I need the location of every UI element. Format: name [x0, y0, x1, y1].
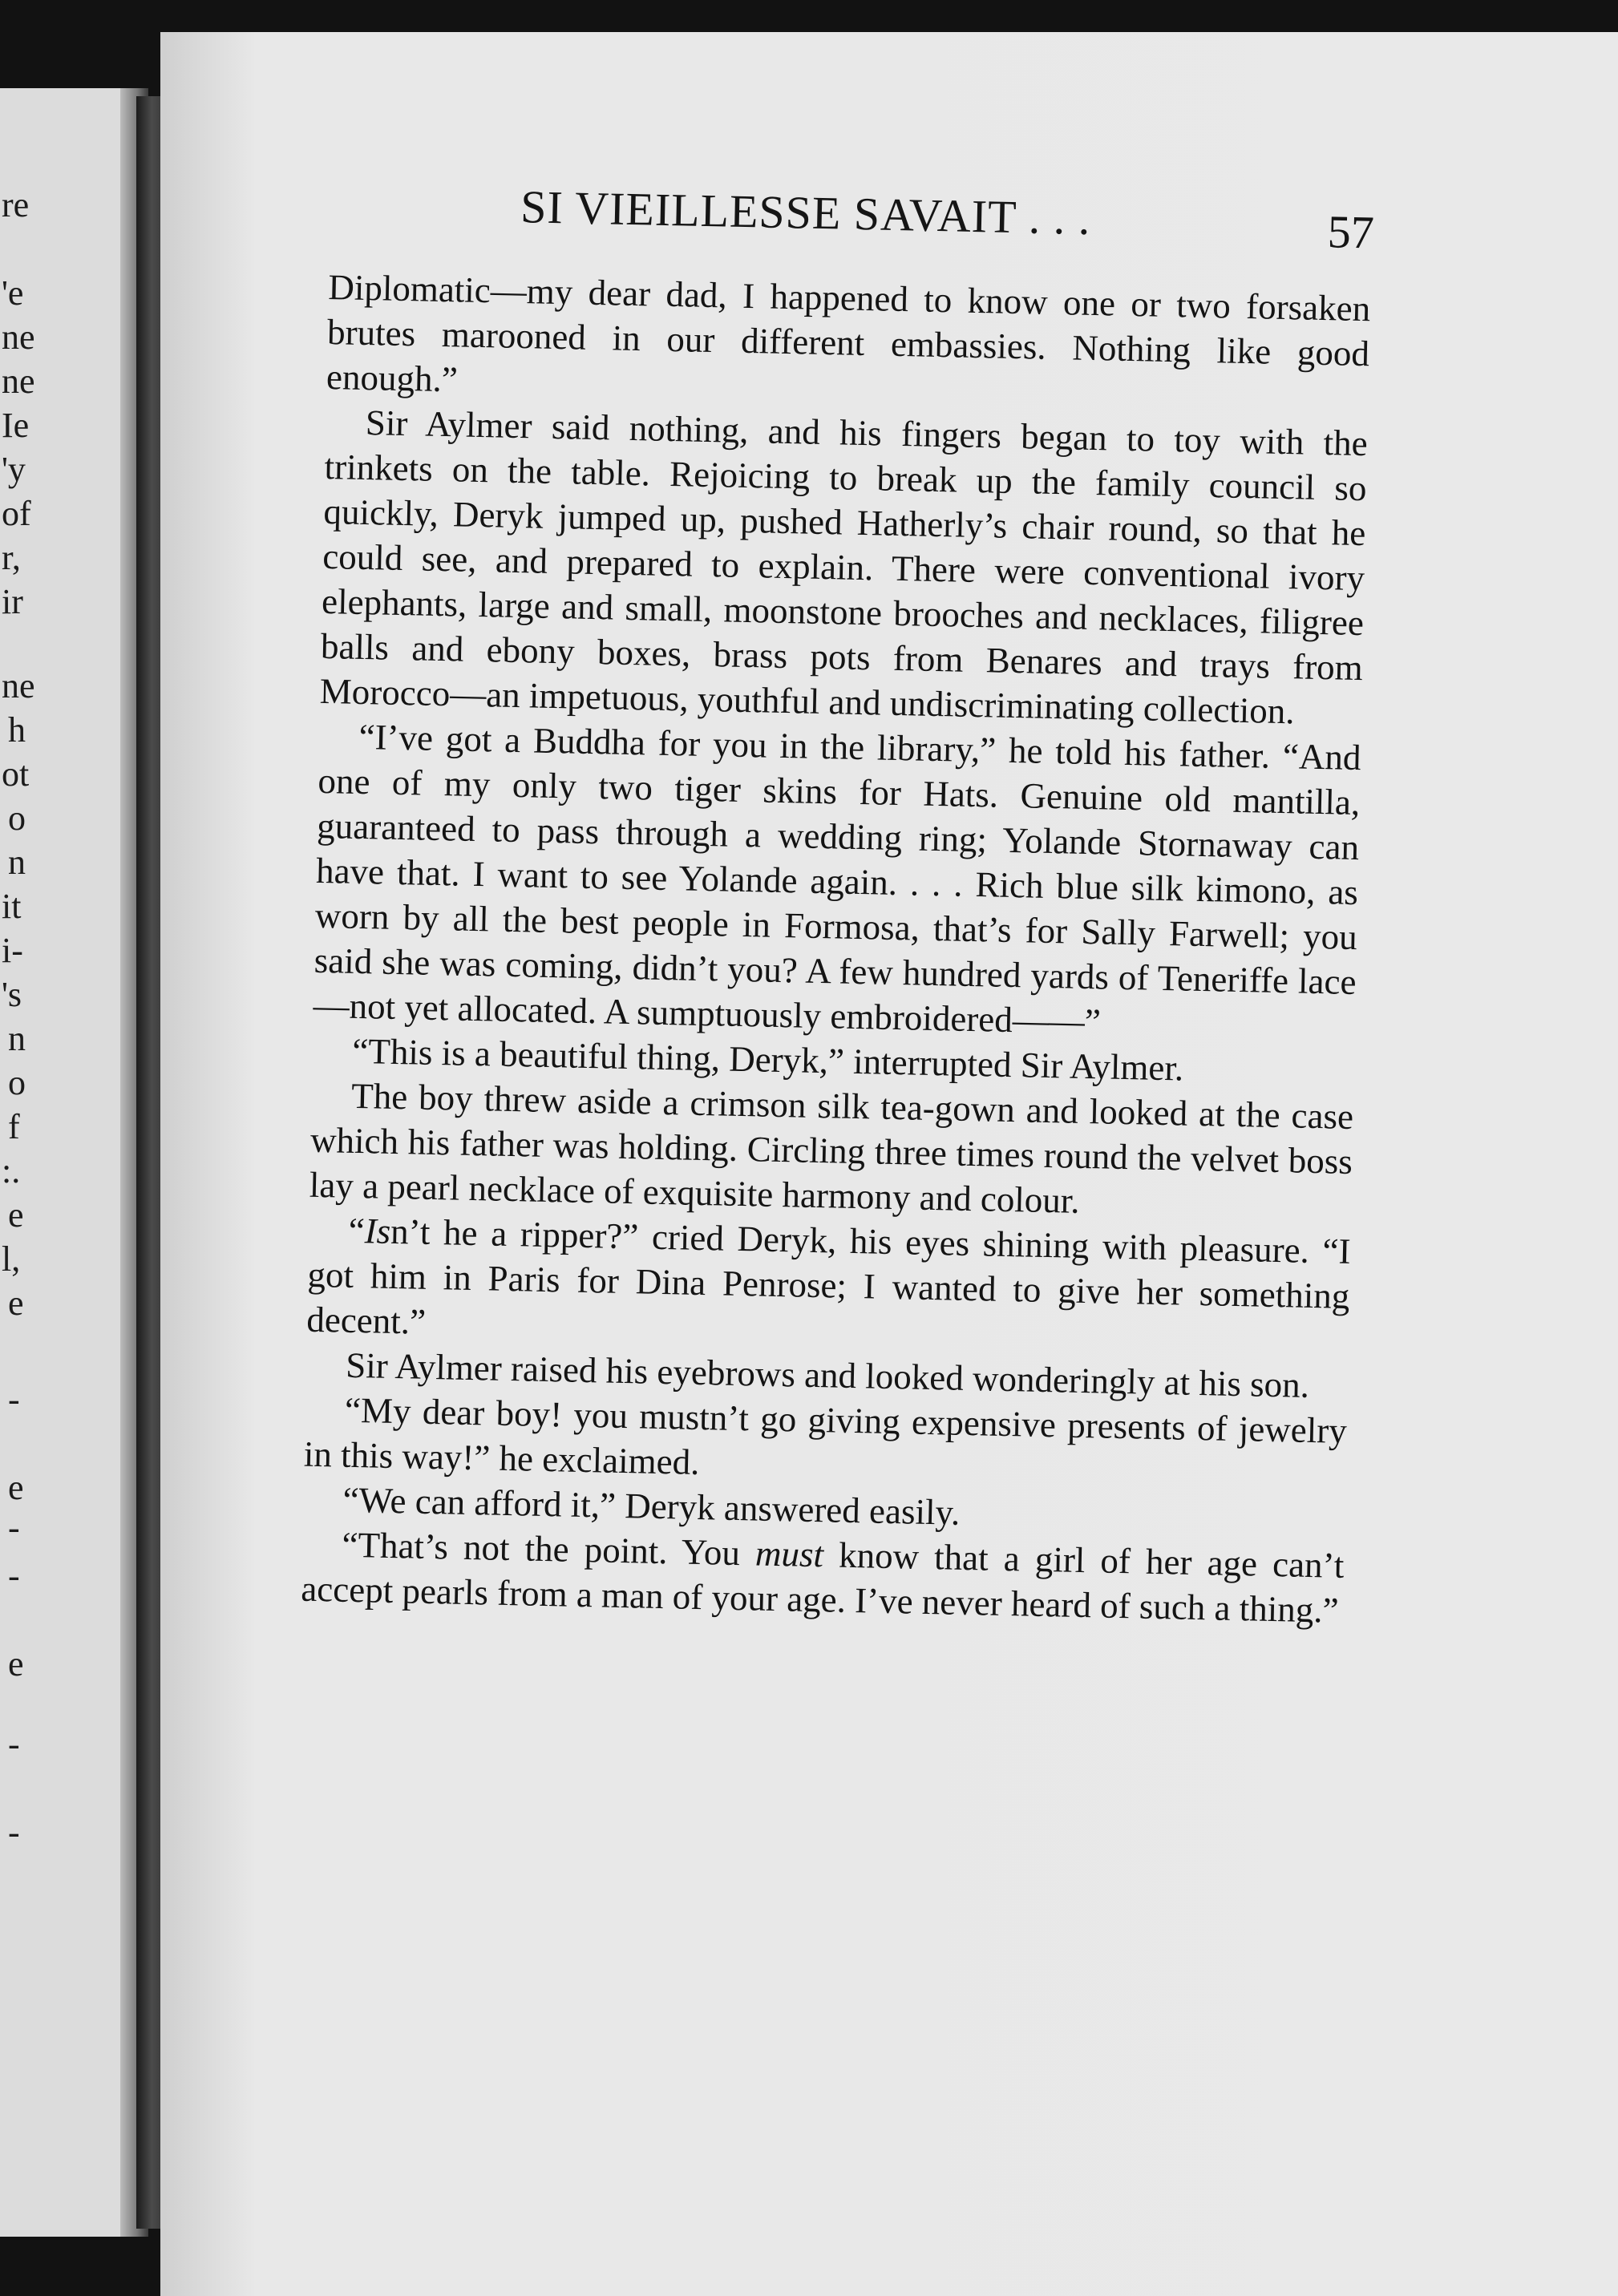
facing-page-fragment: ot	[2, 754, 30, 794]
facing-page-fragment: -	[8, 1556, 20, 1595]
facing-page-fragment: h	[8, 710, 26, 750]
facing-page-fragment: ne	[2, 666, 35, 705]
facing-page-fragment: -	[8, 1724, 20, 1764]
facing-page-fragment: -	[8, 1380, 20, 1419]
page-number: 57	[1327, 205, 1375, 259]
paragraph	[306, 1207, 1351, 1364]
paragraph	[326, 265, 1370, 421]
facing-page-fragment: e	[8, 1644, 24, 1684]
text-run: “	[348, 1210, 366, 1251]
italic-text: must	[754, 1533, 824, 1575]
facing-page-fragment: e	[8, 1283, 24, 1323]
facing-page-fragment: -	[8, 1508, 20, 1547]
text-run: “This is a beautiful thing, Deryk,” interrupted Sir Aylmer.	[351, 1030, 1184, 1089]
facing-page-fragment: e	[8, 1468, 24, 1507]
facing-page-fragment: o	[8, 1063, 26, 1102]
text-run: Sir Aylmer said nothing, and his fingers began to toy with the trinkets on the table. Rejoicing to break up the family council so quickly, Deryk jumped up, pushed Hatherly’s chair round, so that he could see, and prepared to explain. There were conventional ivory elephants, large and small, moonstone brooches and necklaces, filigree balls and ebony boxes, brass pots from Benares and trays from Morocco—an impetuous, youthful and undiscriminating collection.	[319, 402, 1369, 732]
facing-page-fragment: ne	[2, 317, 35, 357]
text-run: Sir Aylmer raised his eyebrows and looked wonderingly at his son.	[345, 1344, 1310, 1405]
italic-text: Is	[364, 1211, 391, 1251]
facing-page-fragment: ne	[2, 362, 35, 401]
running-head: SI VIEILLESSE SAVAIT . . .	[520, 180, 1092, 245]
paragraph	[313, 713, 1361, 1049]
facing-page-fragment: :.	[2, 1151, 21, 1190]
facing-page-fragment: ir	[2, 582, 23, 621]
facing-page-fragment: l,	[2, 1239, 21, 1279]
facing-page-fragment: 's	[2, 975, 22, 1014]
text-run: The boy threw aside a crimson silk tea-gown and looked at the case which his father was holding. Circling three times round the velvet boss lay a pearl necklace of exquisite harmony and colour.	[309, 1075, 1354, 1221]
text-run: “That’s not the point. You	[342, 1524, 756, 1574]
facing-page-fragment: -	[8, 1813, 20, 1852]
facing-page-fragment: r,	[2, 538, 21, 577]
facing-page-fragment: f	[8, 1107, 20, 1146]
facing-page-fragment: it	[2, 887, 22, 926]
facing-page-fragment: i-	[2, 931, 23, 970]
text-run: n’t he a ripper?” cried Deryk, his eyes shining with pleasure. “I got him in Paris for Dina Penrose; I wanted to give her something decent.”	[305, 1211, 1352, 1342]
paragraph	[319, 399, 1368, 735]
facing-page-fragment: e	[8, 1195, 24, 1235]
facing-page-fragment: n	[8, 1019, 26, 1058]
text-run: Diplomatic—my dear dad, I happened to know one or two forsaken brutes marooned in our different embassies. Nothing like good enough.”	[326, 266, 1371, 400]
paragraph	[309, 1073, 1353, 1229]
facing-page-fragment: n	[8, 843, 26, 882]
text-run: “My dear boy! you mustn’t go giving expensive presents of jewelry in this way!” he exclaimed.	[303, 1389, 1348, 1483]
facing-page-fragment: Ie	[2, 406, 30, 445]
facing-page-fragment: o	[8, 798, 26, 838]
facing-page-fragment: 'y	[2, 450, 26, 489]
facing-page-fragment: 'e	[2, 273, 24, 313]
text-run: know that a girl of her age can’t accept pearls from a man of your age. I’ve never heard of such a thing.”	[300, 1534, 1345, 1631]
facing-page-fragment: of	[2, 494, 31, 533]
text-run: “I’ve got a Buddha for you in the library,” he told his father. “And one of my only two tiger skins for Hats. Genuine old mantilla, guaranteed to pass through a wedding ring; Yolande Stornaway can have that. I want to see Yolande again. . . . Rich blue silk kimono, as worn by all the best people in Formosa, that’s for Sally Farwell; you said she was coming, didn’t you? A few hundred yards of Teneriffe lace—not yet allocated. A sumptuously embroidered——”	[313, 716, 1361, 1042]
body-text	[301, 265, 1371, 1633]
facing-page-fragment: re	[2, 185, 30, 224]
text-run: “We can afford it,” Deryk answered easily.	[342, 1479, 961, 1533]
facing-page-left	[0, 88, 148, 2237]
